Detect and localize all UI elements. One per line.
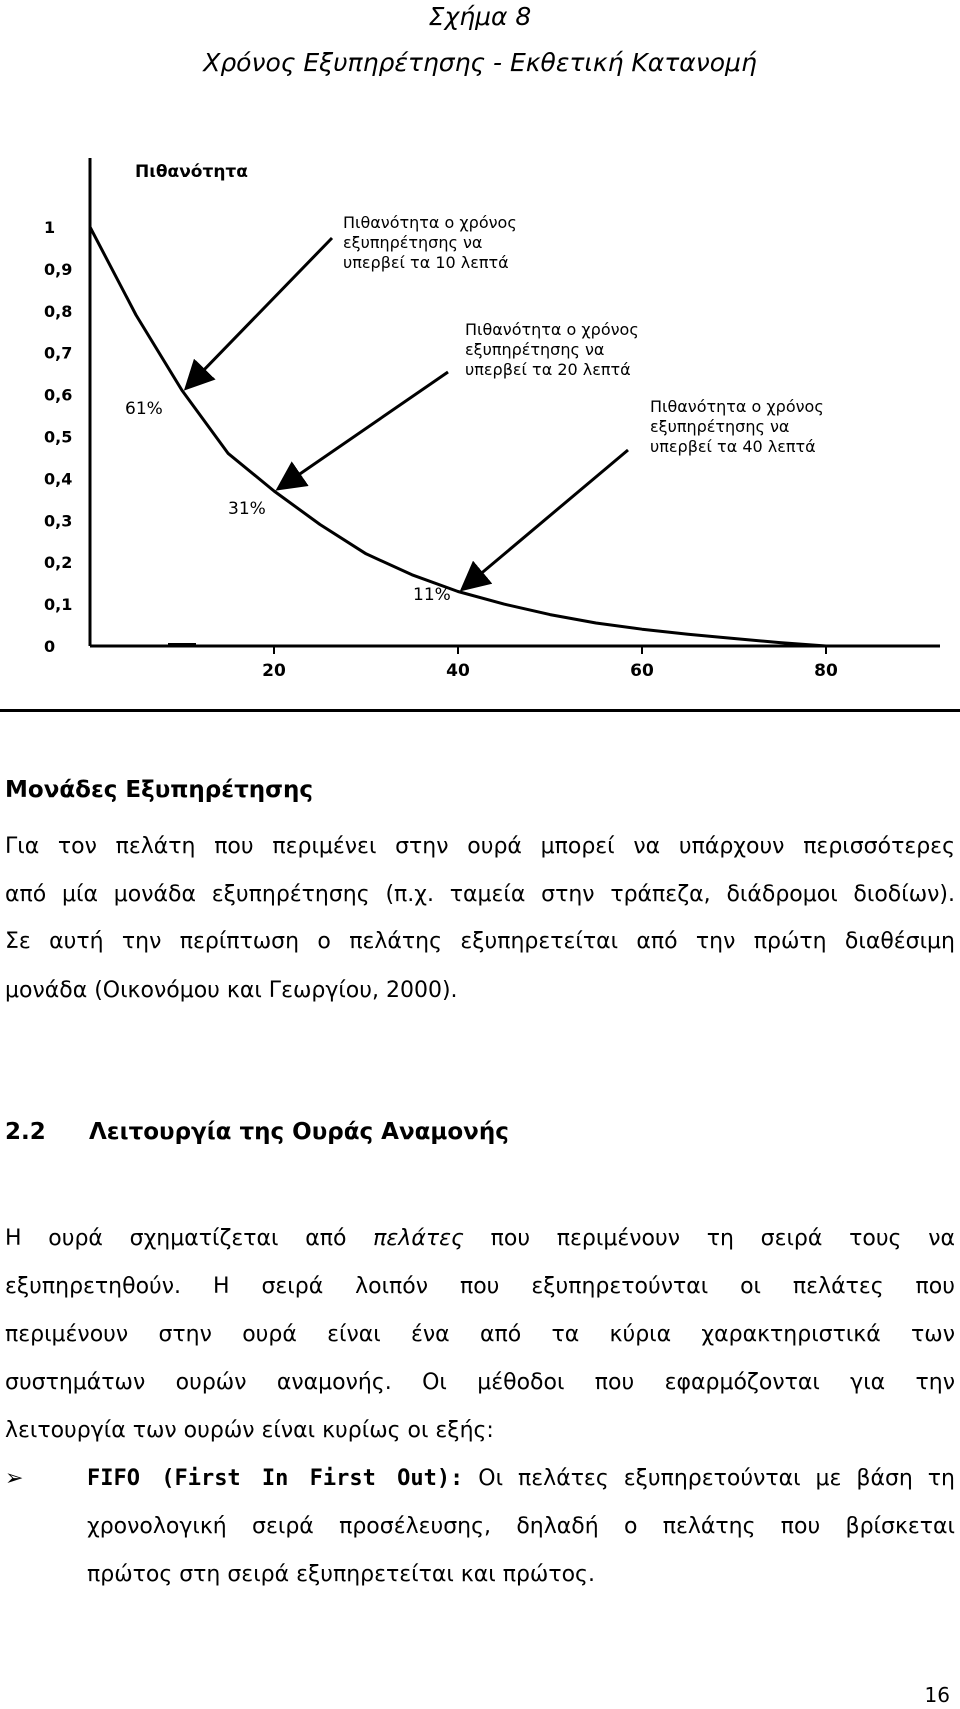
y-tick-label: 0,8 [44, 301, 73, 321]
horizontal-divider [0, 709, 960, 712]
annotation-text: Πιθανότητα ο χρόνος [465, 320, 639, 339]
annotation-text: υπερβεί τα 10 λεπτά [343, 253, 509, 272]
paragraph-line: μονάδα (Οικονόμου και Γεωργίου, 2000). [5, 978, 458, 1003]
paragraph-line [5, 1226, 955, 1252]
y-tick-label: 0,5 [44, 427, 73, 447]
annotation-arrow [186, 238, 332, 388]
data-label: 61% [125, 399, 163, 419]
data-label: 31% [228, 499, 266, 519]
y-tick-label: 1 [44, 218, 56, 237]
paragraph-line: Σε αυτή την περίπτωση ο πελάτης εξυπηρετείται από την πρώτη διαθέσιμη [5, 929, 955, 954]
section-heading-service-units: Μονάδες Εξυπηρέτησης [5, 777, 314, 803]
y-tick-label: 0,3 [44, 511, 73, 531]
annotation-arrow [278, 372, 448, 489]
annotation-text: εξυπηρέτησης να [465, 340, 605, 359]
figure-title: Χρόνος Εξυπηρέτησης - Εκθετική Κατανομή [203, 48, 757, 77]
y-axis-label: Πιθανότητα [135, 162, 248, 182]
annotation-text: υπερβεί τα 40 λεπτά [650, 437, 816, 456]
section-heading-queue-operation: Λειτουργία της Ουράς Αναμονής [89, 1119, 509, 1145]
paragraph-line: συστημάτων ουρών αναμονής. Οι μέθοδοι που εφαρμόζονται για την [5, 1370, 955, 1395]
page-number: 16 [924, 1683, 950, 1707]
exponential-chart [0, 150, 960, 690]
bullet-text: Οι πελάτες εξυπηρετούνται με βάση τη [478, 1466, 955, 1491]
figure-number: Σχήμα 8 [428, 2, 532, 31]
paragraph-text: Η ουρά σχηματίζεται από [5, 1226, 347, 1251]
annotation-arrow [462, 450, 628, 590]
x-tick-label: 60 [630, 661, 654, 681]
y-tick-label: 0,6 [44, 385, 73, 405]
bullet-arrow-icon: ➢ [5, 1466, 24, 1491]
bullet-line: πρώτος στη σειρά εξυπηρετείται και πρώτος. [87, 1562, 595, 1587]
section-number: 2.2 [5, 1119, 46, 1145]
x-tick-label: 80 [814, 661, 838, 681]
bullet-term: FIFO (First In First Out): [87, 1466, 464, 1491]
y-tick-label: 0,1 [44, 595, 73, 615]
paragraph-line: εξυπηρετηθούν. Η σειρά λοιπόν που εξυπηρετούνται οι πελάτες που [5, 1274, 955, 1299]
x-tick-label: 40 [446, 661, 470, 681]
paragraph-line: από μία μονάδα εξυπηρέτησης (π.χ. ταμεία στην τράπεζα, διάδρομοι διοδίων). [5, 882, 955, 907]
paragraph-line: λειτουργία των ουρών είναι κυρίως οι εξής: [5, 1418, 494, 1443]
paragraph-line: περιμένουν στην ουρά είναι ένα από τα κύρια χαρακτηριστικά των [5, 1322, 955, 1347]
y-tick-label: 0,7 [44, 343, 73, 363]
x-tick-label: 20 [262, 661, 286, 681]
annotation-text: εξυπηρέτησης να [650, 417, 790, 436]
y-tick-label: 0 [44, 637, 56, 656]
bullet-line: χρονολογική σειρά προσέλευσης, δηλαδή ο πελάτης που βρίσκεται [87, 1514, 955, 1539]
annotation-text: υπερβεί τα 20 λεπτά [465, 360, 631, 379]
y-tick-label: 0,9 [44, 259, 73, 279]
annotation-text: Πιθανότητα ο χρόνος [343, 213, 517, 232]
annotation-text: εξυπηρέτησης να [343, 233, 483, 252]
paragraph-text: που περιμένουν τη σειρά τους να [490, 1226, 955, 1251]
annotation-text: Πιθανότητα ο χρόνος [650, 397, 824, 416]
data-label: 11% [413, 585, 451, 605]
bullet-line [87, 1466, 955, 1492]
paragraph-line: Για τον πελάτη που περιμένει στην ουρά μπορεί να υπάρχουν περισσότερες [5, 834, 955, 859]
y-tick-label: 0,2 [44, 553, 73, 573]
italic-term: πελάτες [373, 1226, 464, 1251]
y-tick-label: 0,4 [44, 469, 73, 489]
